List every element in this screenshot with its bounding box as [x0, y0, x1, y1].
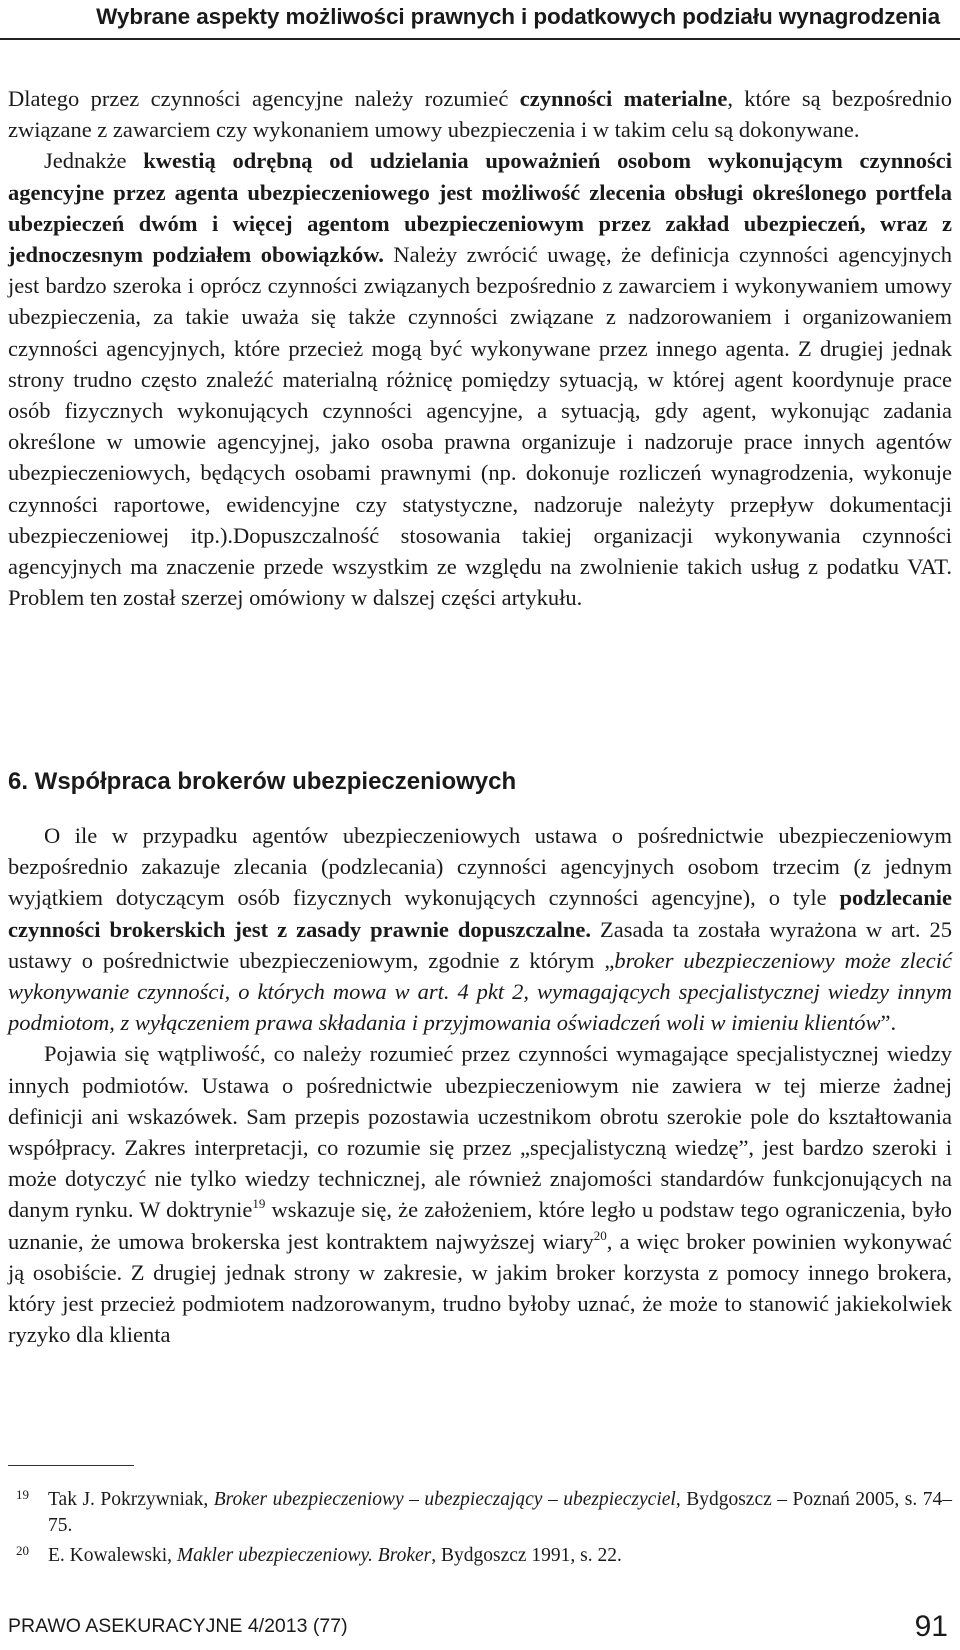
statute-quote: broker ubezpieczeniowy może zlecić wykonywanie czynności, o których mowa w art. 4 pkt 2, wymagających specjalistycznej wiedzy innym podmiotom, z wyłączeniem prawa składania i przyjmowania oświadczeń woli w imieniu klientów	[8, 947, 952, 1036]
bold-phrase: czynności materialne	[519, 86, 728, 111]
page-number: 91	[914, 1610, 948, 1643]
footnote-ref[interactable]: 19	[252, 1196, 266, 1212]
footnote: 20 E. Kowalewski, Makler ubezpieczeniowy. Broker, Bydgoszcz 1991, s. 22.	[16, 1543, 622, 1566]
bold-phrase: podzlecanie czynności brokerskich jest z zasady prawnie dopuszczalne.	[8, 885, 952, 942]
paragraph: Dlatego przez czynności agencyjne należy rozumieć czynności materialne, które są bezpośrednio związane z zawarciem czy wykonaniem umowy ubezpieczenia i w takim celu są dokonywane.	[8, 86, 952, 143]
footnote-ref[interactable]: 20	[593, 1227, 607, 1243]
paragraph: O ile w przypadku agentów ubezpieczeniowych ustawa o pośrednictwie ubezpieczeniowym bezpośrednio zakazuje zlecania (podzlecania) czynności agencyjnych osobom trzecim (z jednym wyjątkiem dotyczącym osób fizycznych wykonujących czynności agencyjne), o tyle podzlecanie czynności brokerskich jest z zasady prawnie dopuszczalne. Zasada ta została wyrażona w art. 25 ustawy o pośrednictwie ubezpieczeniowym, zgodnie z którym „broker ubezpieczeniowy może zlecić wykonywanie czynności, o których mowa w art. 4 pkt 2, wymagających specjalistycznej wiedzy innym podmiotom, z wyłączeniem prawa składania i przyjmowania oświadczeń woli w imieniu klientów”.	[8, 823, 952, 1036]
footnote: 19 Tak J. Pokrzywniak, Broker ubezpieczeniowy – ubezpieczający – ubezpieczyciel, Bydgoszcz – Poznań 2005, s. 74–75.	[16, 1487, 953, 1536]
footnote-number: 19	[16, 1487, 29, 1502]
footnote-number: 20	[16, 1543, 29, 1558]
cited-title: Broker ubezpieczeniowy – ubezpieczający – ubezpieczyciel	[213, 1489, 676, 1510]
paragraph: Jednakże kwestią odrębną od udzielania upoważnień osobom wykonującym czynności agencyjne przez agenta ubezpieczeniowego jest możliwość zlecenia obsługi określonego portfela ubezpieczeń dwóm i więcej agentom ubezpieczeniowym przez zakład ubezpieczeń, wraz z jednoczesnym podziałem obowiązków. Należy zwrócić uwagę, że definicja czynności agencyjnych jest bardzo szeroka i oprócz czynności związanych bezpośrednio z zawarciem i wykonywaniem umowy ubezpieczenia, za takie uważa się także czynności związane z nadzorowaniem i organizowaniem czynności agencyjnych, które przecież mogą być wykonywane przez innego agenta. Z drugiej jednak strony trudno często znaleźć materialną różnicę pomiędzy sytuacją, w której agent koordynuje prace osób fizycznych wykonujących czynności agencyjne, a sytuacją, gdy agent, wykonując zadania określone w umowie agencyjnej, jako osoba prawna organizuje i nadzoruje prace innych agentów ubezpieczeniowych, będących osobami prawnymi (np. dokonuje rozliczeń wynagrodzenia, wykonuje czynności raportowe, ewidencyjne czy statystyczne, nadzoruje należyty przepływ dokumentacji ubezpieczeniowej itp.).Dopuszczalność stosowania takiej organizacji wykonywania czynności agencyjnych ma znaczenie przede wszystkim ze względu na zwolnienie takich usług z podatku VAT. Problem ten został szerzej omówiony w dalszej części artykułu.	[8, 148, 952, 611]
section-5-text	[8, 83, 952, 613]
footnote-divider	[8, 1465, 134, 1466]
cited-title: Makler ubezpieczeniowy. Broker	[176, 1545, 432, 1566]
footnotes	[8, 1487, 952, 1573]
running-header	[0, 0, 960, 40]
section-6-text	[8, 820, 952, 1350]
running-footer	[8, 1608, 952, 1644]
running-header-title: Wybrane aspekty możliwości prawnych i podatkowych podziału wynagrodzenia	[96, 4, 940, 29]
section-heading: 6. Współpraca brokerów ubezpieczeniowych	[8, 768, 517, 795]
bold-phrase: kwestią odrębną od udzielania upoważnień osobom wykonującym czynności agencyjne przez agenta ubezpieczeniowego jest możliwość zlecenia obsługi określonego portfela ubezpieczeń dwóm i więcej agentom ubezpieczeniowym przez zakład ubezpieczeń, wraz z jednoczesnym podziałem obowiązków.	[8, 148, 952, 268]
paragraph: Pojawia się wątpliwość, co należy rozumieć przez czynności wymagające specjalistycznej wiedzy innych podmiotów. Ustawa o pośrednictwie ubezpieczeniowym nie zawiera w tej mierze żadnej definicji ani wskazówek. Sam przepis pozostawia uczestnikom obrotu szerokie pole do kształtowania współpracy. Zakres interpretacji, co rozumie się przez „specjalistyczną wiedzę”, jest bardzo szeroki i może dotyczyć nie tylko wiedzy technicznej, ale również znajomości standardów funkcjonujących na danym rynku. W doktrynie$^{19}$ wskazuje się, że założeniem, które legło u podstaw tego ograniczenia, było uznanie, że umowa brokerska jest kontraktem najwyższej wiary$^{20}$, a więc broker powinien wykonywać ją osobiście. Z drugiej jednak strony w zakresie, w jakim broker korzysta z pomocy innego brokera, który jest przecież podmiotem nadzorowanym, trudno byłoby uznać, że może to stanowić jakiekolwiek ryzyko dla klienta	[8, 1041, 953, 1348]
journal-name: PRAWO ASEKURACYJNE 4/2013 (77)	[8, 1615, 348, 1637]
